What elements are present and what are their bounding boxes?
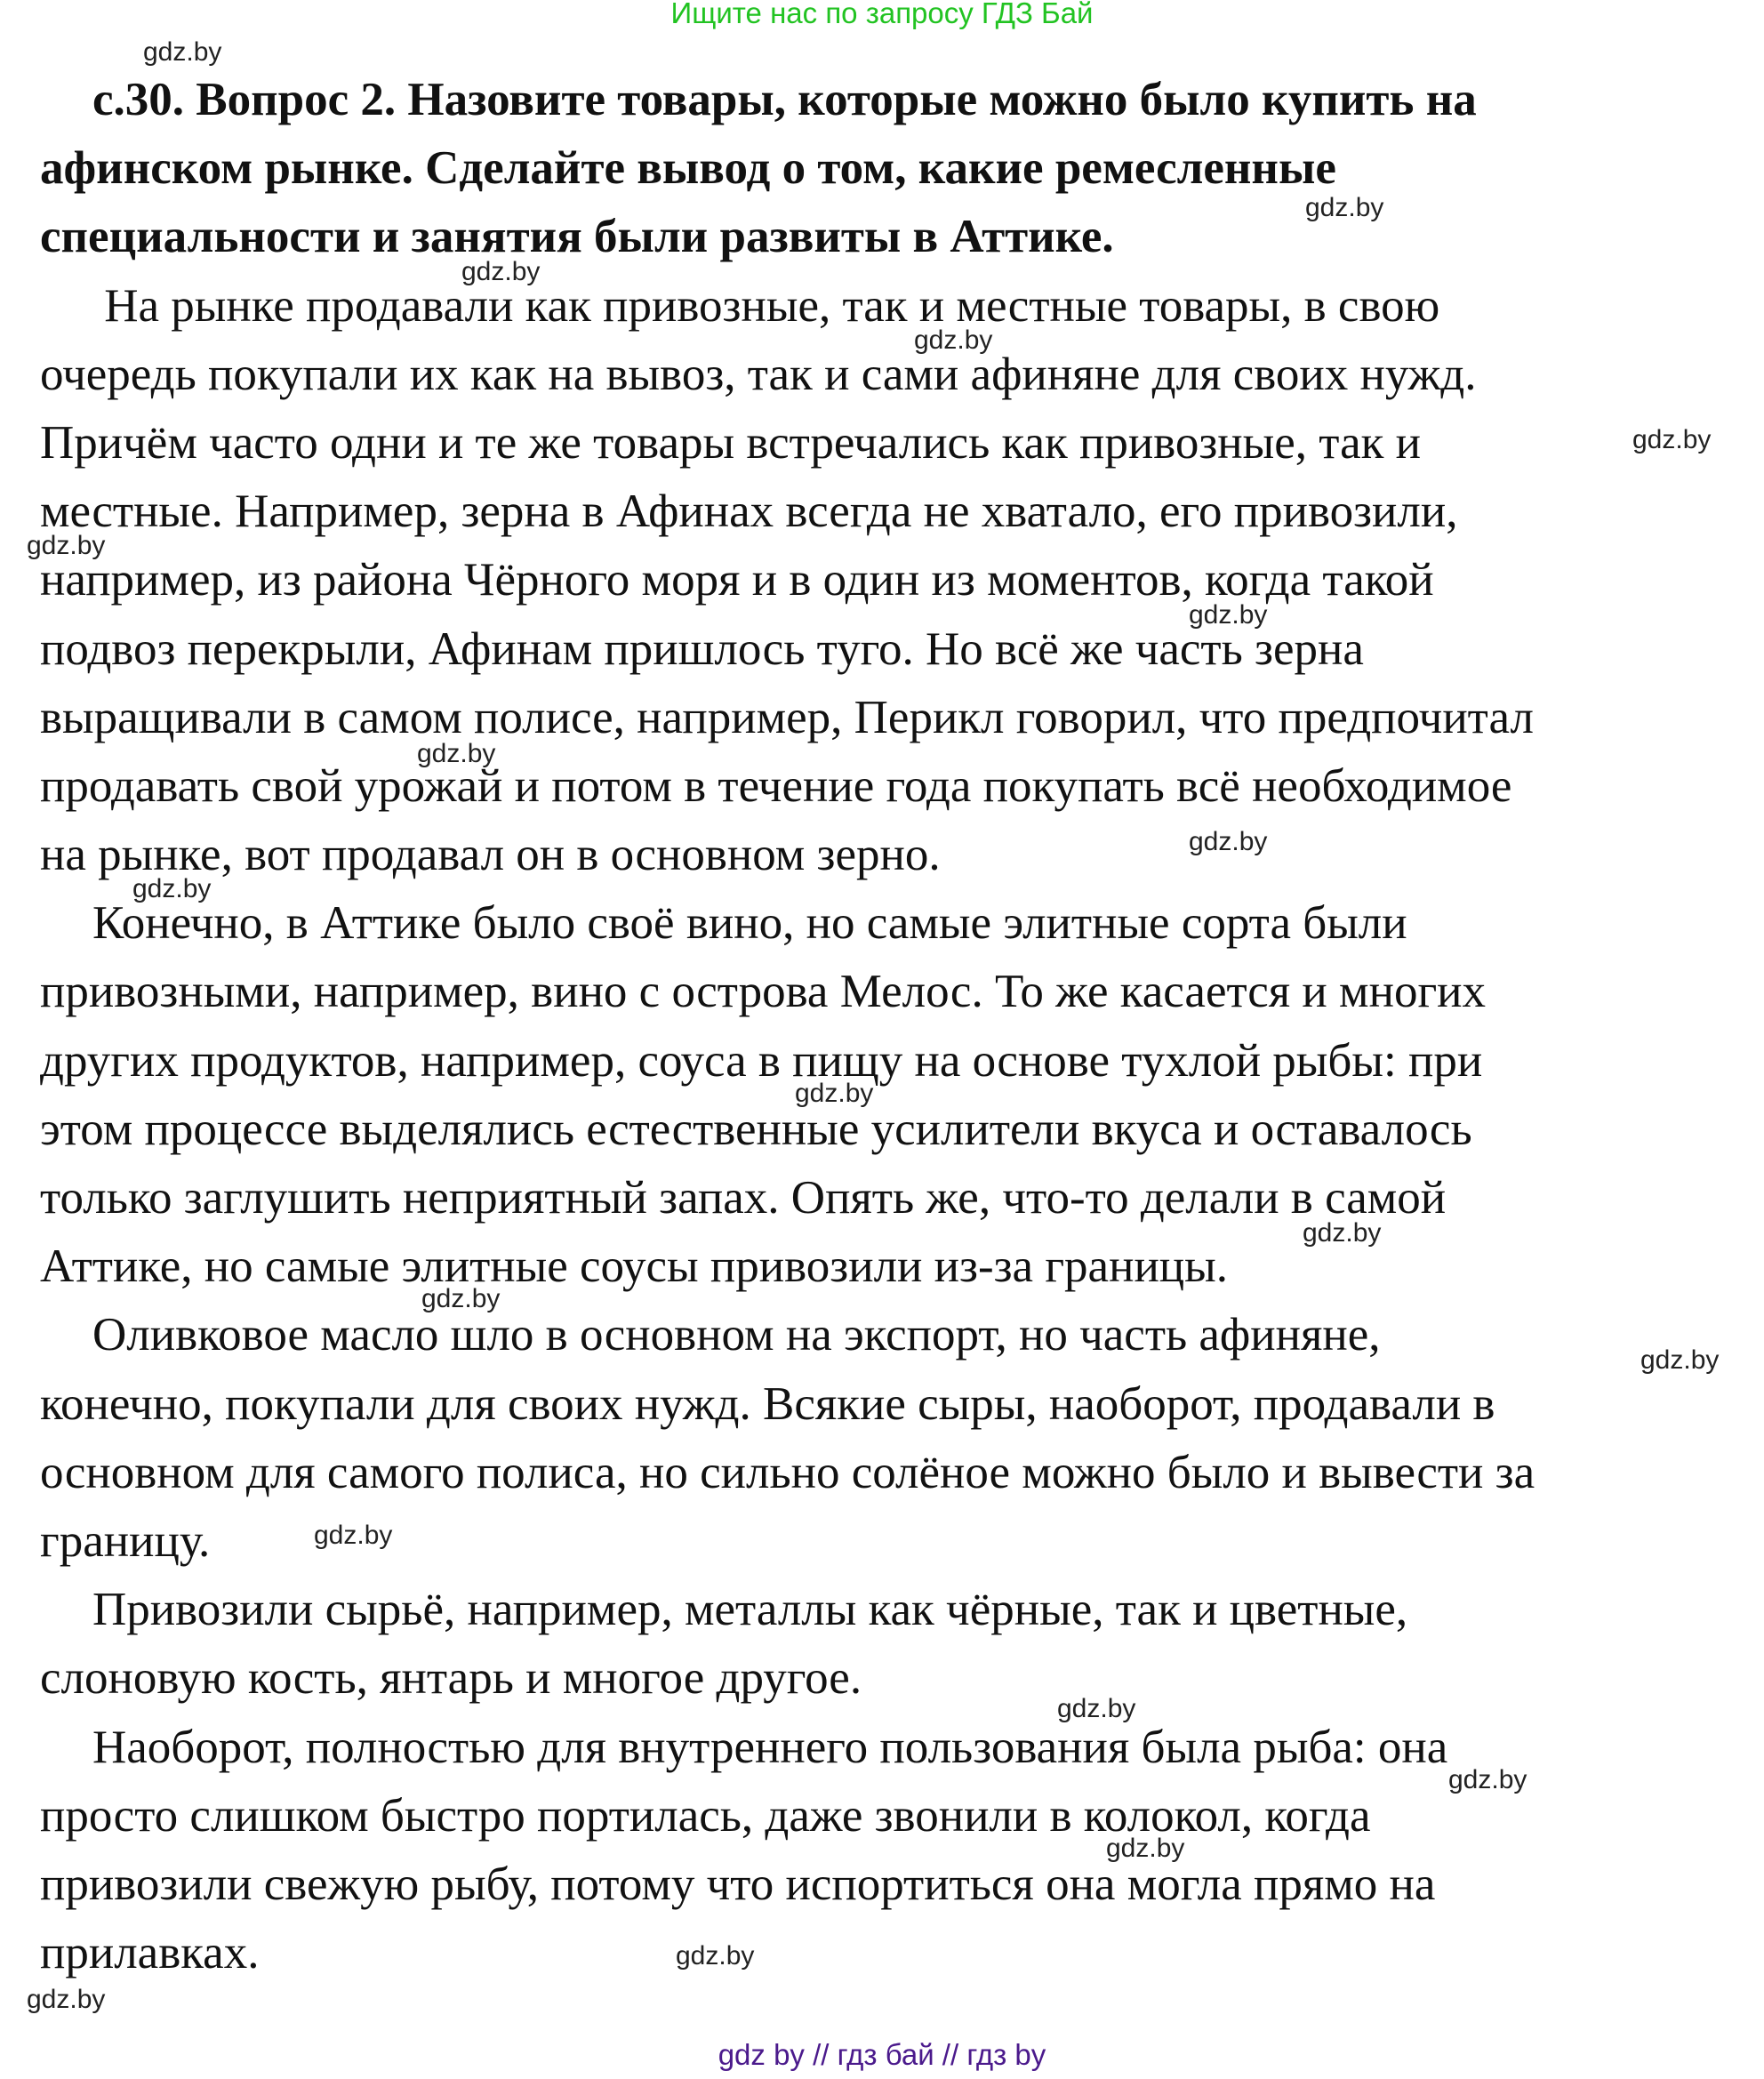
text-line: Привозили сырьё, например, металлы как чёрные, так и цветные,: [92, 1584, 1408, 1636]
watermark: gdz.by: [421, 1284, 501, 1313]
watermark: gdz.by: [314, 1521, 393, 1550]
text-line: просто слишком быстро портилась, даже звонили в колокол, когда: [40, 1789, 1371, 1842]
answer-text: [0, 272, 1764, 1988]
text-line: Причём часто одни и те же товары встречались как привозные, так и: [40, 416, 1421, 469]
watermark: gdz.by: [1303, 1218, 1382, 1248]
text-line: На рынке продавали как привозные, так и местные товары, в свою: [92, 279, 1440, 332]
text-line: например, из района Чёрного моря и в один из моментов, когда такой: [40, 554, 1434, 606]
title-line: с.30. Вопрос 2. Назовите товары, которые можно было купить на: [92, 74, 1477, 125]
text-line: других продуктов, например, соуса в пищу на основе тухлой рыбы: при: [40, 1034, 1483, 1087]
paragraph: [0, 889, 1764, 1301]
text-line: Конечно, в Аттике было своё вино, но самые элитные сорта были: [92, 897, 1407, 950]
text-line: Аттике, но самые элитные соусы привозили из-за границы.: [40, 1240, 1229, 1293]
watermark: gdz.by: [1106, 1834, 1185, 1863]
text-line: Наоборот, полностью для внутреннего пользования была рыба: она: [92, 1721, 1448, 1773]
watermark: gdz.by: [1448, 1765, 1527, 1794]
text-line: продавать свой урожай и потом в течение года покупать всё необходимое: [40, 759, 1512, 812]
text-line: подвоз перекрыли, Афинам пришлось туго. Но всё же часть зерна: [40, 622, 1364, 675]
watermark: gdz.by: [1305, 193, 1384, 222]
title-line: специальности и занятия были развиты в Аттике.: [40, 211, 1114, 263]
watermark: gdz.by: [914, 325, 993, 355]
question-title: [0, 66, 1764, 272]
text-line: привозными, например, вино с острова Мелос. То же касается и многих: [40, 966, 1487, 1018]
text-line: Оливковое масло шло в основном на экспорт, но часть афиняне,: [92, 1309, 1381, 1361]
paragraph: [0, 1576, 1764, 1713]
watermark: gdz.by: [461, 257, 541, 286]
text-line: только заглушить неприятный запах. Опять же, что-то делали в самой: [40, 1172, 1447, 1224]
paragraph: [0, 272, 1764, 890]
document-body: [0, 66, 1764, 1987]
watermark: gdz.by: [676, 1941, 755, 1971]
text-line: на рынке, вот продавал он в основном зерно.: [40, 829, 941, 881]
text-line: границу.: [40, 1514, 211, 1567]
text-line: конечно, покупали для своих нужд. Всякие сыры, наоборот, продавали в: [40, 1377, 1495, 1430]
watermark: gdz.by: [1189, 827, 1268, 856]
text-line: прилавках.: [40, 1927, 260, 1979]
text-line: выращивали в самом полисе, например, Перикл говорил, что предпочитал: [40, 691, 1534, 743]
paragraph: [0, 1714, 1764, 1988]
header-banner: Ищите нас по запросу ГДЗ Бай: [670, 0, 1094, 29]
watermark: gdz.by: [27, 531, 106, 560]
watermark: gdz.by: [27, 1985, 106, 2014]
text-line: основном для самого полиса, но сильно солёное можно было и вывести за: [40, 1446, 1535, 1498]
text-line: местные. Например, зерна в Афинах всегда не хватало, его привозили,: [40, 486, 1458, 538]
watermark: gdz.by: [1640, 1345, 1720, 1375]
text-line: этом процессе выделялись естественные усилители вкуса и оставалось: [40, 1103, 1472, 1155]
watermark: gdz.by: [143, 37, 222, 67]
watermark: gdz.by: [132, 874, 212, 903]
watermark: gdz.by: [1632, 425, 1712, 454]
watermark: gdz.by: [1189, 600, 1268, 630]
text-line: слоновую кость, янтарь и многое другое.: [40, 1652, 862, 1705]
text-line: очередь покупали их как на вывоз, так и сами афиняне для своих нужд.: [40, 348, 1477, 400]
title-line: афинском рынке. Сделайте вывод о том, какие ремесленные: [40, 142, 1336, 195]
watermark: gdz.by: [417, 739, 496, 768]
footer-links: gdz by // гдз бай // гдз by: [718, 2038, 1046, 2071]
watermark: gdz.by: [795, 1079, 874, 1108]
paragraph: [0, 1301, 1764, 1576]
watermark: gdz.by: [1057, 1694, 1136, 1723]
text-line: привозили свежую рыбу, потому что испортиться она могла прямо на: [40, 1858, 1436, 1910]
